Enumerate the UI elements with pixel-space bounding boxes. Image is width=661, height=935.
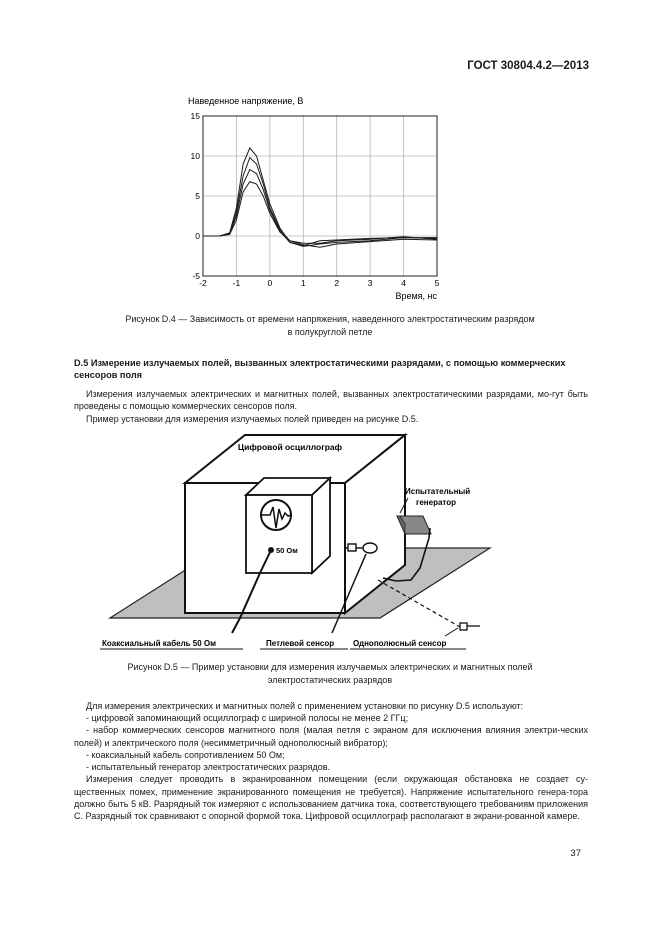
paragraph: Измерения излучаемых электрических и магнитных полей, вызванных электростатическими разрядами, мо-гут быть проведены с помощью коммерческих сенсоров поля. xyxy=(74,389,588,412)
page-number: 37 xyxy=(570,848,581,859)
figure-d5-caption xyxy=(60,661,600,686)
x-tick-label: -1 xyxy=(232,278,241,288)
x-tick-label: -2 xyxy=(199,278,207,288)
series-lines xyxy=(203,148,437,247)
figure-d4-chart xyxy=(170,92,460,304)
caption-line: электростатических разрядов xyxy=(267,674,393,685)
section-heading: D.5 Измерение излучаемых полей, вызванных электростатическими разрядами, с помощью коммерческих сенсоров поля xyxy=(74,358,566,381)
paragraph: Пример установки для измерения излучаемых полей приведен на рисунке D.5. xyxy=(86,414,419,424)
caption-line: Рисунок D.5 — Пример установки для измерения излучаемых электрических и магнитных полей xyxy=(127,662,533,672)
list-item: - коаксиальный кабель сопротивлением 50 Ом; xyxy=(86,749,285,760)
y-tick-label: 10 xyxy=(190,151,200,161)
paragraph: Для измерения электрических и магнитных полей с применением установки по рисунку D.5 используют: xyxy=(86,701,524,711)
oscilloscope-label: Цифровой осциллограф xyxy=(237,442,343,452)
monopole-sensor-label: Однополюсный сенсор xyxy=(353,639,447,648)
series-line-3 xyxy=(203,170,437,247)
loop-sensor-label: Петлевой сенсор xyxy=(266,639,335,648)
x-tick-label: 1 xyxy=(300,278,306,288)
x-tick-label: 0 xyxy=(267,278,273,288)
caption-line: в полукруглой петле xyxy=(287,326,373,337)
ohm-label: 50 Ом xyxy=(276,546,298,555)
tick-labels xyxy=(191,111,440,288)
loop-sensor-box xyxy=(348,544,356,551)
figure-d5-diagram xyxy=(100,428,520,656)
generator-label-line1: Испытательный xyxy=(405,487,471,496)
screen-box-side xyxy=(312,478,330,573)
list-item: - испытательный генератор электростатических разрядов. xyxy=(86,762,331,773)
standard-number: ГОСТ 30804.4.2—2013 xyxy=(467,60,589,72)
figure-d4-caption xyxy=(60,313,600,338)
x-axis-label: Время, нс xyxy=(395,291,437,301)
body-text xyxy=(74,700,588,822)
y-tick-label: 15 xyxy=(190,111,200,121)
y-axis-label: Наведенное напряжение, В xyxy=(188,96,304,106)
x-tick-label: 2 xyxy=(334,278,340,288)
y-tick-label: -5 xyxy=(192,271,200,281)
coax-label: Коаксиальный кабель 50 Ом xyxy=(102,639,217,648)
x-tick-label: 4 xyxy=(401,278,406,288)
y-tick-label: 5 xyxy=(195,191,200,201)
monopole-sensor-box xyxy=(460,623,467,630)
list-item: - цифровой запоминающий осциллограф с шириной полосы не менее 2 ГГц; xyxy=(86,713,409,724)
list-item: - набор коммерческих сенсоров магнитного поля (малая петля с экраном для исключения влияния электри-ческих полей) и электрического поля (несимметричный однополюсный вибратор); xyxy=(74,725,588,748)
y-tick-label: 0 xyxy=(195,231,200,241)
series-line-2 xyxy=(203,158,437,244)
generator-label-line2: генератор xyxy=(416,498,456,507)
x-tick-label: 5 xyxy=(434,278,440,288)
series-line-1 xyxy=(203,148,437,246)
monopole-pointer xyxy=(445,628,458,636)
x-tick-label: 3 xyxy=(367,278,373,288)
loop-sensor xyxy=(363,543,377,553)
caption-line: Рисунок D.4 — Зависимость от времени напряжения, наведенного электростатическим разрядом xyxy=(125,314,535,324)
paragraph: Измерения следует проводить в экранированном помещении (если окружающая обстановка не создает су-щественных помех, применение экранированного помещения не требуется). Напряжение испытательного генера-тора должно быть 5 кВ. Разрядный ток измеряют с использованием датчика тока, соответствующего требованиям приложения С. Разрядный ток сравнивают с опорной формой тока. Цифровой осциллограф располагают в экрани-рованной камере. xyxy=(74,774,588,822)
